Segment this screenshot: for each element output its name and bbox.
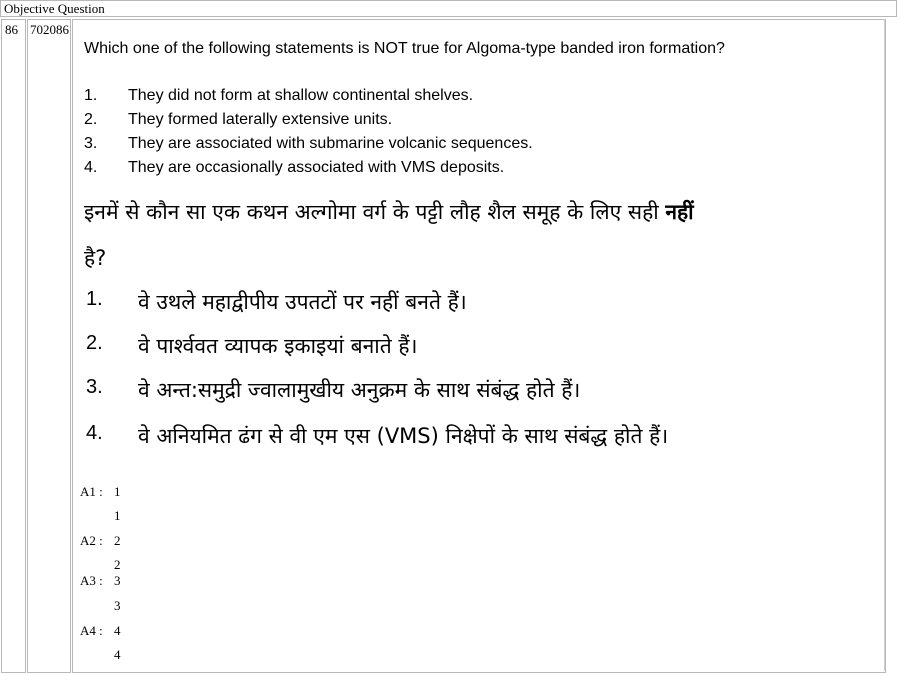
section-header [0,0,897,17]
answer-value-a1: 1 [114,484,121,499]
option-number: 1. [86,288,103,310]
answer-value2-a2: 2 [114,557,121,572]
answer-value-a3: 3 [114,573,121,588]
option-text: They formed laterally extensive units. [128,111,393,128]
answer-value-a4: 4 [114,623,121,638]
option-text: वे पार्श्ववत व्यापक इकाइयां बनाते हैं। [138,334,418,358]
question-id: 702086 [27,19,71,673]
option-number: 3. [84,135,98,152]
question-text-english: Which one of the following statements is NOT true for Algoma-type banded iron formation? [84,40,725,57]
option-number: 2. [84,111,98,128]
answer-value-a2: 2 [114,533,121,548]
option-text: वे अनियमित ढंग से वी एम एस (VMS) निक्षेपों के साथ संबंद्ध होते हैं। [138,424,669,448]
option-number: 4. [84,159,98,176]
answer-value2-a1: 1 [114,508,121,523]
option-text: They did not form at shallow continental shelves. [128,87,474,104]
option-text: वे उथले महाद्वीपीय उपतटों पर नहीं बनते हैं। [138,290,467,314]
option-text: They are associated with submarine volcanic sequences. [128,135,533,152]
answer-value2-a4: 4 [114,647,121,662]
answer-label-a4: A4 : [80,623,103,638]
option-number: 3. [86,376,103,398]
answer-label-a2: A2 : [80,533,103,548]
question-text-hindi-line2: है? [84,246,107,270]
question-text-hindi-line1 [84,198,694,226]
answer-value2-a3: 3 [114,598,121,613]
hindi-line1-bold: नहीं [665,200,694,224]
option-number: 2. [86,332,103,354]
section-title: Objective Question [4,1,105,16]
hindi-line1-text: इनमें से कौन सा एक कथन अल्गोमा वर्ग के पट्टी लौह शैल समूह के लिए सही [84,200,659,224]
answer-label-a1: A1 : [80,484,103,499]
option-number: 1. [84,87,98,104]
answer-label-a3: A3 : [80,573,103,588]
question-number: 86 [1,19,26,673]
option-number: 4. [86,422,103,444]
option-text: They are occasionally associated with VMS deposits. [128,159,505,176]
right-divider [884,19,885,671]
option-text: वे अन्त:समुद्री ज्वालामुखीय अनुक्रम के साथ संबंद्ध होते हैं। [138,378,581,402]
